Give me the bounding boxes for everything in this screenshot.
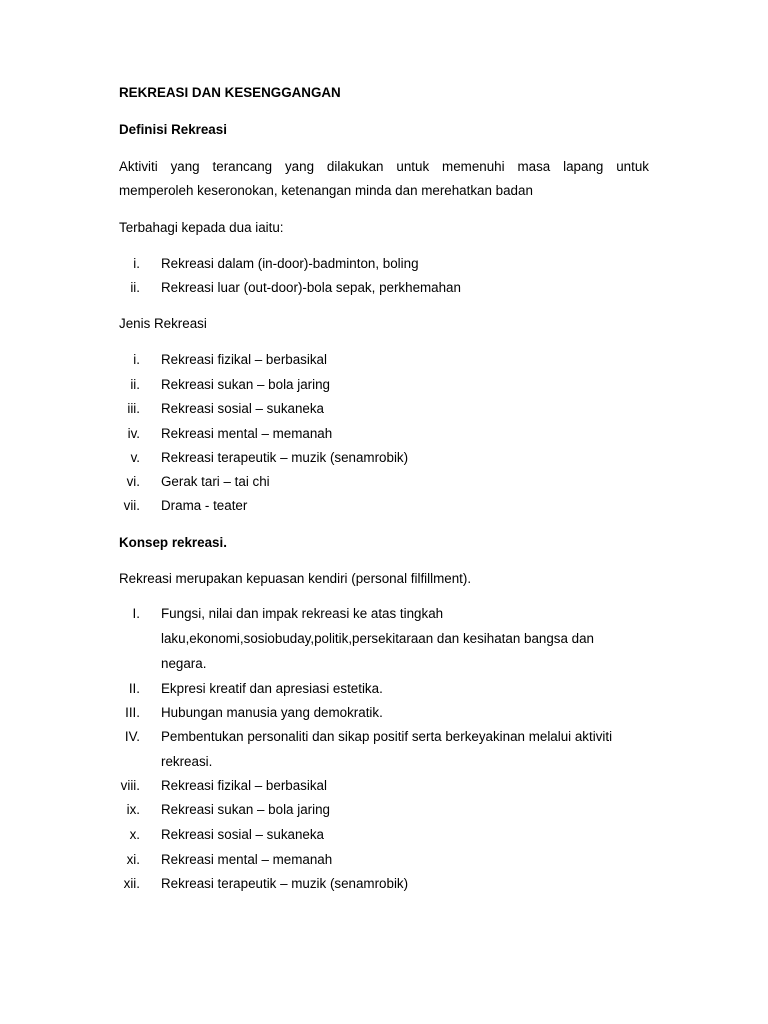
list-text: Rekreasi dalam (in-door)-badminton, boling	[161, 256, 419, 271]
list-item	[0, 777, 768, 795]
jenis-heading: Jenis Rekreasi	[119, 316, 207, 331]
list-text: Rekreasi luar (out-door)-bola sepak, perkhemahan	[161, 280, 461, 295]
list-item	[0, 473, 768, 491]
list-text: Rekreasi mental – memanah	[161, 852, 333, 867]
list-number: ii.	[130, 377, 140, 392]
definisi-heading: Definisi Rekreasi	[119, 122, 227, 137]
list-item	[0, 728, 768, 746]
list-item	[0, 801, 768, 819]
list-item	[0, 351, 768, 369]
list-text: Rekreasi terapeutik – muzik (senamrobik)	[161, 450, 409, 465]
list-number: viii.	[120, 778, 140, 793]
list-text: Rekreasi mental – memanah	[161, 426, 333, 441]
list-text-line-2: rekreasi.	[161, 754, 213, 769]
definisi-para-line-2: memperoleh keseronokan, ketenangan minda dan merehatkan badan	[119, 183, 533, 198]
list-text: Rekreasi sukan – bola jaring	[161, 377, 330, 392]
list-text: Gerak tari – tai chi	[161, 474, 270, 489]
list-item	[0, 497, 768, 515]
list-text: Rekreasi terapeutik – muzik (senamrobik)	[161, 876, 409, 891]
list-item	[0, 449, 768, 467]
list-text-line-1: Fungsi, nilai dan impak rekreasi ke atas tingkah	[161, 606, 444, 621]
list-text: Rekreasi sukan – bola jaring	[161, 802, 330, 817]
list-text-line-2: laku,ekonomi,sosiobuday,politik,persekitaraan dan kesihatan bangsa dan	[161, 631, 594, 646]
list-number: xi.	[126, 852, 140, 867]
list-item	[0, 875, 768, 893]
list-number: III.	[125, 705, 140, 720]
list-number: i.	[133, 256, 140, 271]
list-number: xii.	[123, 876, 140, 891]
list-text-line-3: negara.	[161, 656, 207, 671]
list-text-line-1: Pembentukan personaliti dan sikap positif serta berkeyakinan melalui aktiviti	[161, 729, 613, 744]
list-number: IV.	[124, 729, 140, 744]
list-item	[0, 851, 768, 869]
list-item	[0, 279, 768, 297]
list-number: x.	[129, 827, 140, 842]
list-number: iii.	[127, 401, 140, 416]
list-number: II.	[128, 681, 140, 696]
list-item	[0, 376, 768, 394]
terbahagi-intro: Terbahagi kepada dua iaitu:	[119, 220, 284, 235]
list-number: ix.	[126, 802, 140, 817]
list-text: Rekreasi sosial – sukaneka	[161, 401, 325, 416]
list-number: vii.	[123, 498, 140, 513]
list-text: Rekreasi fizikal – berbasikal	[161, 352, 327, 367]
list-number: ii.	[130, 280, 140, 295]
list-item	[0, 425, 768, 443]
list-number: v.	[130, 450, 140, 465]
list-text: Ekpresi kreatif dan apresiasi estetika.	[161, 681, 383, 696]
list-number: vi.	[126, 474, 140, 489]
list-text: Drama - teater	[161, 498, 248, 513]
list-number: i.	[133, 352, 140, 367]
list-number: iv.	[127, 426, 140, 441]
konsep-heading: Konsep rekreasi.	[119, 535, 227, 550]
definisi-para-line-1: Aktiviti yang terancang yang dilakukan untuk memenuhi masa lapang untuk	[119, 159, 649, 174]
list-item	[0, 400, 768, 418]
list-item	[0, 704, 768, 722]
document-title: REKREASI DAN KESENGGANGAN	[119, 85, 341, 100]
list-text: Hubungan manusia yang demokratik.	[161, 705, 383, 720]
konsep-intro: Rekreasi merupakan kepuasan kendiri (personal filfillment).	[119, 571, 472, 586]
list-text: Rekreasi fizikal – berbasikal	[161, 778, 327, 793]
list-item	[0, 255, 768, 273]
list-item	[0, 605, 768, 623]
list-text: Rekreasi sosial – sukaneka	[161, 827, 325, 842]
list-number: I.	[132, 606, 140, 621]
list-item	[0, 680, 768, 698]
list-item	[0, 826, 768, 844]
